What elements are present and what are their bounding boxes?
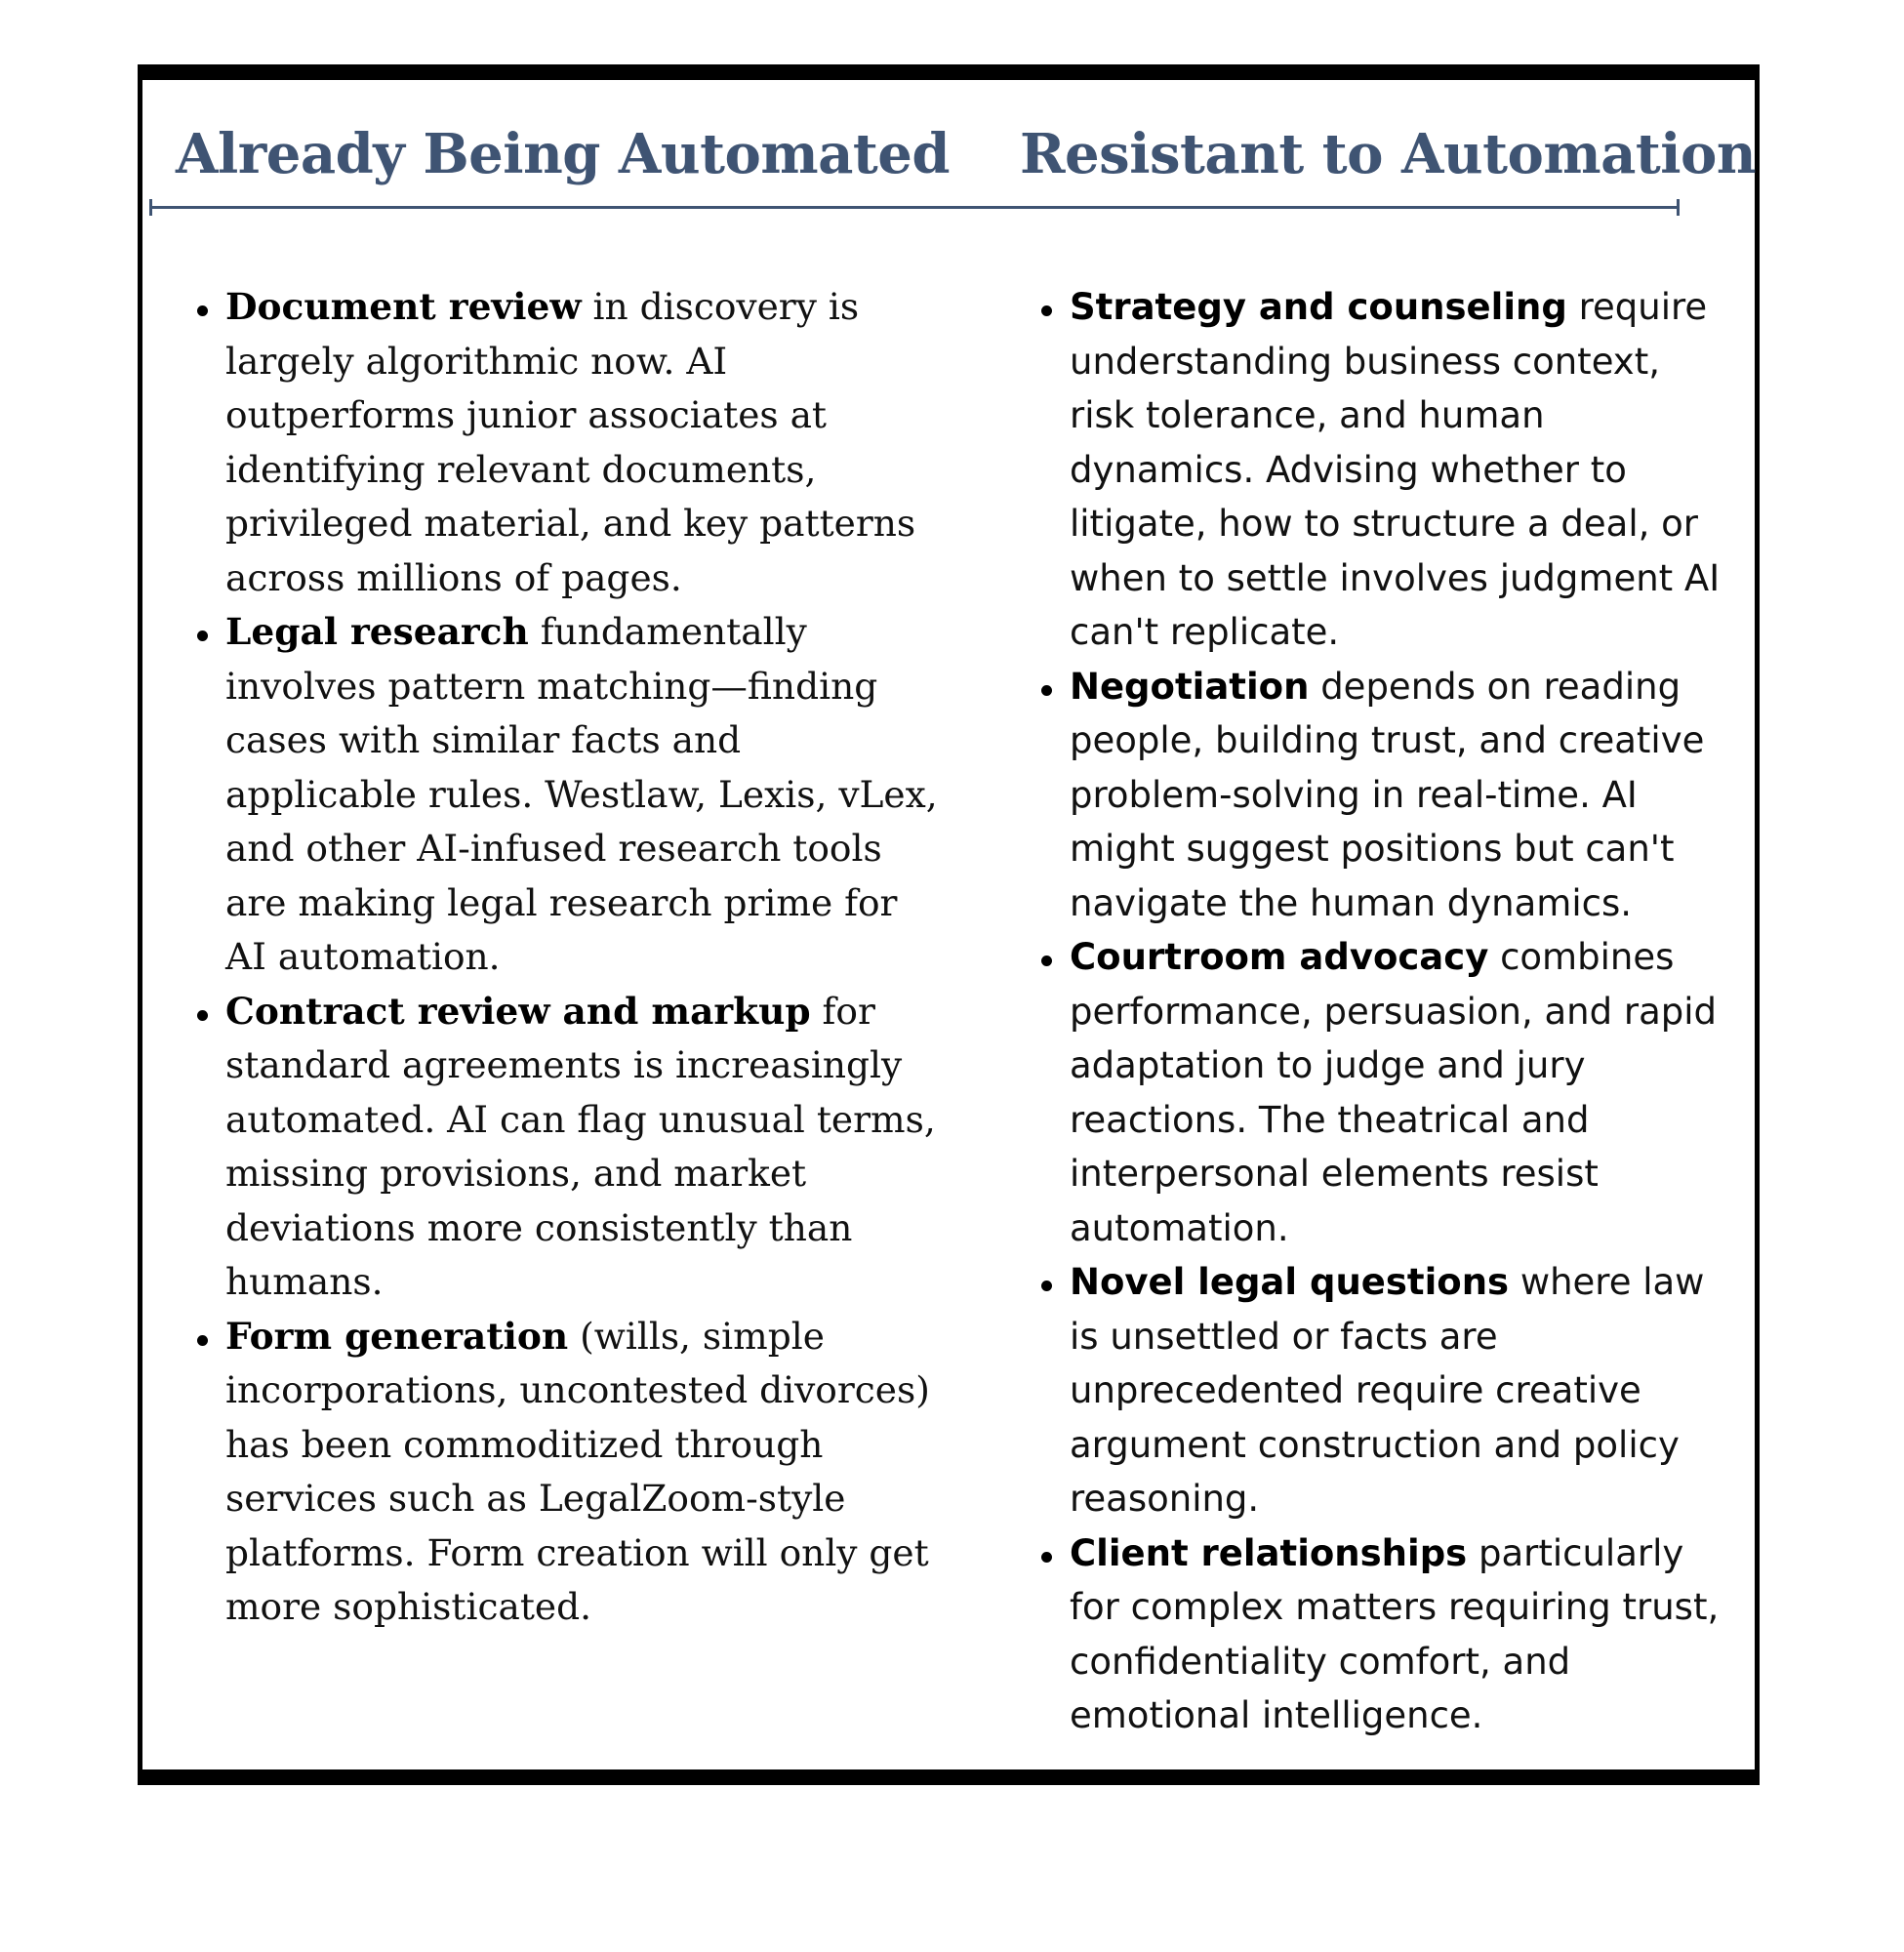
automated-list (225, 280, 938, 1635)
item-text: depends on reading people, building trust, and creative problem-solving in real-time. AI might suggest positions but can't navigate the human dynamics. (1070, 665, 1705, 924)
list-item (225, 985, 938, 1310)
item-text: require understanding business context, risk tolerance, and human dynamics. Advising whether to litigate, how to structure a deal, or when to settle involves judgment AI can't replicate. (1070, 286, 1721, 653)
heading-divider-right-cap (1677, 199, 1680, 216)
item-term: Client relationships (1070, 1531, 1468, 1574)
list-item (225, 1310, 938, 1635)
heading-divider (149, 206, 1680, 209)
heading-resistant-to-automation: Resistant to Automation (1020, 122, 1757, 186)
list-item (1070, 1255, 1733, 1526)
list-item (1070, 1526, 1733, 1743)
item-text: particularly for complex matters requiring trust, confidentiality comfort, and emotional intelligence. (1070, 1531, 1720, 1736)
list-item (225, 605, 938, 985)
heading-divider-left-cap (149, 199, 152, 216)
item-text: in discovery is largely algorithmic now. AI outperforms junior associates at identifying relevant documents, privileged material, and key patterns across millions of pages. (225, 285, 916, 599)
list-item (1070, 660, 1733, 931)
resistant-list (1070, 280, 1733, 1743)
item-term: Strategy and counseling (1070, 286, 1567, 328)
item-text: fundamentally involves pattern matching—finding cases with similar facts and applicable rules. Westlaw, Lexis, vLex, and other AI-infused research tools are making legal research prime for AI automation. (225, 610, 938, 978)
item-text: (wills, simple incorporations, uncontested divorces) has been commoditized through services such as LegalZoom-style platforms. Form creation will only get more sophisticated. (225, 1314, 930, 1628)
list-item (1070, 280, 1733, 660)
list-item (225, 280, 938, 605)
item-term: Courtroom advocacy (1070, 936, 1489, 978)
heading-already-automated: Already Being Automated (176, 122, 951, 186)
item-term: Negotiation (1070, 665, 1310, 708)
list-item (1070, 930, 1733, 1255)
item-text: where law is unsettled or facts are unprecedented require creative argument construction and policy reasoning. (1070, 1261, 1705, 1520)
item-text: combines performance, persuasion, and rapid adaptation to judge and jury reactions. The theatrical and interpersonal elements resist automation. (1070, 936, 1718, 1249)
item-term: Contract review and markup (225, 989, 811, 1033)
item-text: for standard agreements is increasingly automated. AI can flag unusual terms, missing provisions, and market deviations more consistently than humans. (225, 989, 936, 1303)
item-term: Legal research (225, 610, 529, 653)
item-term: Form generation (225, 1314, 569, 1358)
item-term: Novel legal questions (1070, 1261, 1510, 1303)
item-term: Document review (225, 285, 582, 328)
